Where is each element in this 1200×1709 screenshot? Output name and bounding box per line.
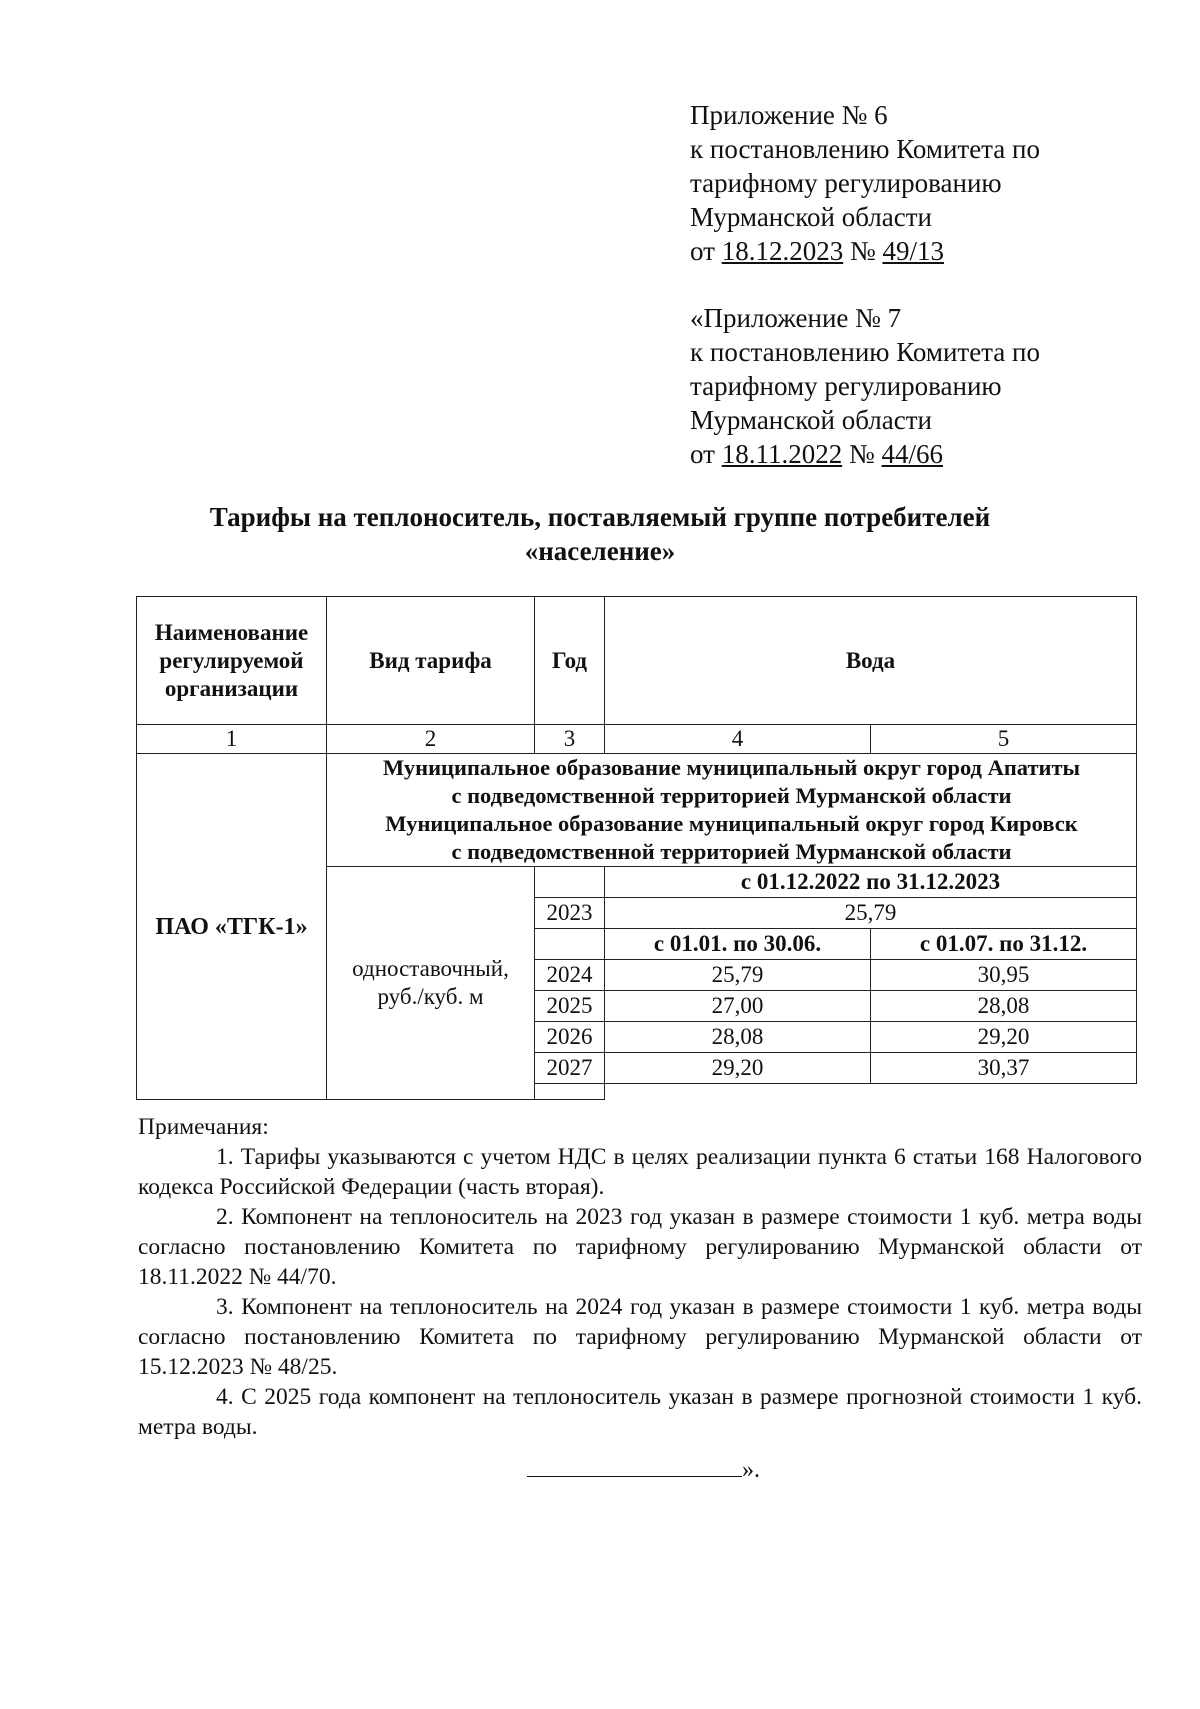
closing-mark: ». (742, 1457, 760, 1483)
closing-line (527, 1454, 760, 1485)
title-line-1: Тарифы на теплоноситель, поставляемый группе потребителей (209, 502, 991, 532)
date-prefix: от (690, 236, 722, 266)
header-water: Вода (605, 597, 1137, 725)
appendix-date-line (690, 437, 1110, 471)
header-org: Наименование регулируемой организации (137, 597, 327, 725)
appendix-number: 49/13 (882, 236, 944, 266)
municipality-row (137, 754, 1137, 867)
year-cell: 2023 (535, 898, 605, 929)
appendix-title: Приложение № 6 (690, 100, 888, 130)
note-item: 1. Тарифы указываются с учетом НДС в целях реализации пункта 6 статьи 168 Налогового кодекса Российской Федерации (часть вторая). (138, 1144, 1142, 1200)
tariff-table (136, 596, 1137, 1100)
municipality-line: с подведомственной территорией Мурманской области (451, 783, 1012, 808)
notes-section (138, 1112, 1142, 1442)
appendix-line: тарифному регулированию (690, 371, 1002, 401)
year-cell: 2027 (535, 1053, 605, 1084)
value-cell: 30,95 (871, 960, 1137, 991)
number-prefix: № (842, 439, 882, 469)
title-line-2: «население» (524, 536, 676, 566)
municipality-cell (327, 754, 1137, 867)
year-cell-empty (535, 929, 605, 960)
column-number-row (137, 725, 1137, 754)
appendix-number: 44/66 (881, 439, 943, 469)
year-cell-empty (535, 1084, 605, 1100)
column-number: 3 (535, 725, 605, 754)
spacer-cell (605, 1084, 1137, 1100)
period-2023: с 01.12.2022 по 31.12.2023 (605, 867, 1137, 898)
appendix-current-reference (690, 98, 1110, 268)
number-prefix: № (843, 236, 883, 266)
appendix-previous-reference (690, 301, 1110, 471)
notes-heading: Примечания: (138, 1114, 269, 1140)
appendix-line: к постановлению Комитета по (690, 337, 1040, 367)
year-cell: 2024 (535, 960, 605, 991)
value-cell: 28,08 (871, 991, 1137, 1022)
column-number: 5 (871, 725, 1137, 754)
note-item: 2. Компонент на теплоноситель на 2023 год указан в размере стоимости 1 куб. метра воды согласно постановлению Комитета по тарифному регулированию Мурманской области от 18.11.2022 № 44/70. (138, 1204, 1142, 1290)
appendix-line: тарифному регулированию (690, 168, 1002, 198)
column-number: 4 (605, 725, 871, 754)
value-cell: 29,20 (871, 1022, 1137, 1053)
year-cell: 2025 (535, 991, 605, 1022)
appendix-line: к постановлению Комитета по (690, 134, 1040, 164)
table-header-row (137, 597, 1137, 725)
value-cell: 28,08 (605, 1022, 871, 1053)
value-cell: 29,20 (605, 1053, 871, 1084)
municipality-line: Муниципальное образование муниципальный округ город Кировск (385, 811, 1078, 836)
appendix-line: Мурманской области (690, 405, 932, 435)
document-title (150, 500, 1050, 568)
column-number: 1 (137, 725, 327, 754)
appendix-date-line (690, 234, 1110, 268)
municipality-line: с подведомственной территорией Мурманской области (451, 839, 1012, 864)
header-year: Год (535, 597, 605, 725)
appendix-date: 18.12.2023 (721, 236, 844, 266)
column-number: 2 (327, 725, 535, 754)
closing-underline (527, 1454, 742, 1477)
value-cell: 25,79 (605, 898, 1137, 929)
value-cell: 25,79 (605, 960, 871, 991)
municipality-line: Муниципальное образование муниципальный округ город Апатиты (382, 755, 1081, 780)
year-cell: 2026 (535, 1022, 605, 1053)
year-cell-empty (535, 867, 605, 898)
appendix-date: 18.11.2022 (721, 439, 843, 469)
header-tariff-type: Вид тарифа (327, 597, 535, 725)
half-year-2: с 01.07. по 31.12. (871, 929, 1137, 960)
note-item: 3. Компонент на теплоноситель на 2024 год указан в размере стоимости 1 куб. метра воды согласно постановлению Комитета по тарифному регулированию Мурманской области от 15.12.2023 № 48/25. (138, 1294, 1142, 1380)
note-item: 4. С 2025 года компонент на теплоноситель указан в размере прогнозной стоимости 1 куб. метра воды. (138, 1384, 1142, 1440)
half-year-1: с 01.01. по 30.06. (605, 929, 871, 960)
value-cell: 27,00 (605, 991, 871, 1022)
organization-name: ПАО «ТГК-1» (137, 754, 327, 1100)
appendix-line: Мурманской области (690, 202, 932, 232)
tariff-type: одноставочный, руб./куб. м (327, 867, 535, 1100)
appendix-title: «Приложение № 7 (690, 303, 902, 333)
date-prefix: от (690, 439, 722, 469)
value-cell: 30,37 (871, 1053, 1137, 1084)
